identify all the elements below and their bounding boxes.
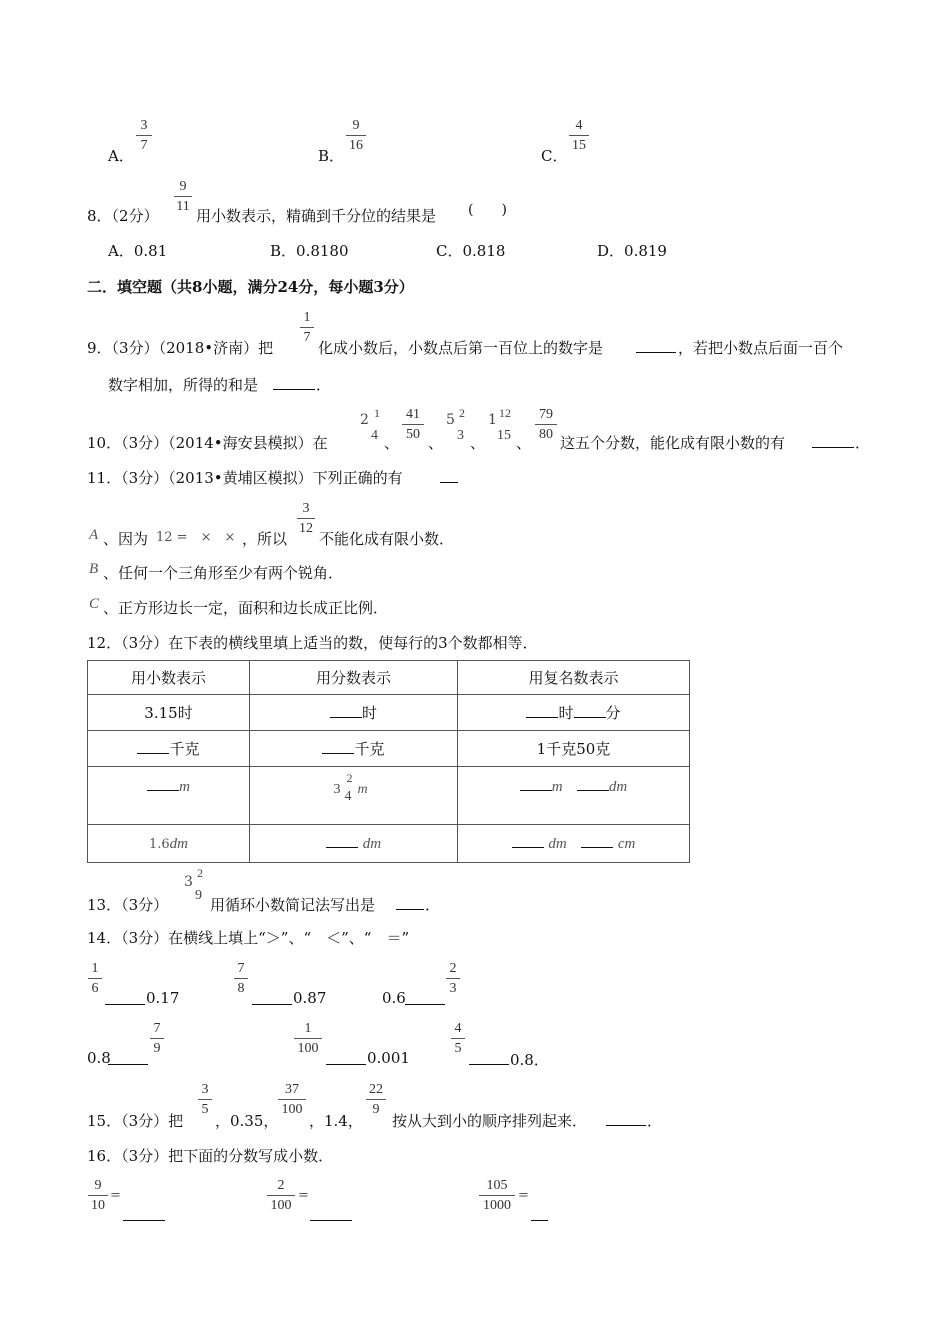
q12-row2-fraction-blank[interactable]	[322, 741, 354, 754]
q8-text: 用小数表示，精确到千分位的结果是	[196, 207, 437, 225]
q14-item4-left: 0.8	[87, 1049, 111, 1067]
q12-row3-decimal-blank[interactable]	[147, 778, 179, 791]
q14-item1-fraction: $\frac{1}{6}$	[88, 962, 102, 996]
q12-row3-fraction-cell	[250, 767, 458, 825]
q8-option-c: C．0.818	[436, 242, 506, 260]
q16-item1-equals: =	[110, 1188, 121, 1203]
q12-header-decimal: 用小数表示	[88, 661, 250, 695]
q12-row3-compound-unit-2: dm	[608, 779, 628, 795]
q11-c-text: 、正方形边长一定，面积和边长成正比例．	[103, 599, 389, 617]
q12-row1-compound-blank-1[interactable]	[526, 705, 558, 718]
q12-row4-fraction-unit: dm	[362, 836, 382, 852]
q12-row2-fraction-unit: 千克	[354, 740, 385, 758]
q10-fraction-4-num: 12	[499, 406, 511, 420]
q8-fraction: $\frac{9}{11}$	[174, 180, 192, 214]
q9-blank-1[interactable]	[636, 340, 676, 353]
q7-option-a-label: A．	[108, 147, 134, 165]
q11-blank[interactable]	[440, 470, 458, 483]
q9-text-2: ，若把小数点后面一百个	[678, 339, 844, 357]
q9-end: ．	[316, 376, 332, 394]
q12-row1-compound-blank-2[interactable]	[574, 705, 606, 718]
q10-text: 这五个分数，能化成有限小数的有	[560, 434, 786, 452]
q14-item1-right: 0.17	[146, 989, 180, 1007]
q11-a-expression: 12 = × ×	[156, 530, 236, 545]
q15-fraction-1: $\frac{3}{5}$	[198, 1083, 212, 1117]
q12-row1-fraction-cell	[250, 695, 458, 731]
q16-prompt: 16．（3分）把下面的分数写成小数．	[87, 1147, 334, 1165]
q13-whole: 3	[184, 874, 193, 890]
q7-option-c-fraction: $\frac{4}{15}$	[569, 119, 589, 153]
q12-row3-mixed-number: 3 2 4 m	[333, 771, 368, 804]
q10-fraction-3-whole: 5	[446, 412, 455, 428]
q16-item2-equals: =	[298, 1188, 309, 1203]
q7-option-b-label: B．	[318, 147, 345, 165]
q12-prompt: 12．（3分）在下表的横线里填上适当的数，使每行的3个数都相等．	[87, 634, 538, 652]
q12-row4-fraction-cell	[250, 825, 458, 863]
q16-item1-blank[interactable]	[123, 1208, 165, 1221]
q14-item6-blank[interactable]	[469, 1052, 509, 1065]
q11-a-fraction: $\frac{3}{12}$	[299, 501, 313, 536]
q14-item2-right: 0.87	[293, 989, 327, 1007]
q8-option-d: D．0.819	[597, 242, 667, 260]
q12-row-4	[88, 825, 690, 863]
q12-row3-compound-unit-1: m	[551, 779, 563, 795]
q12-header-fraction: 用分数表示	[250, 661, 458, 695]
q14-item2-blank[interactable]	[252, 992, 292, 1005]
q12-row4-compound-unit-2: cm	[617, 836, 636, 852]
q13-den: 9	[195, 888, 202, 903]
q12-row1-decimal: 3.15时	[88, 695, 250, 731]
q11-b-label: B	[89, 561, 99, 577]
q15-fraction-2: $\frac{37}{100}$	[278, 1083, 306, 1117]
q9-prefix: 9．（3分）（2018•济南）把	[87, 339, 274, 357]
q12-row3-decimal-unit: m	[179, 779, 190, 795]
q12-row3-compound-cell	[458, 767, 690, 825]
q16-item3-equals: =	[518, 1188, 529, 1203]
q13-text: 用循环小数简记法写出是	[210, 896, 376, 914]
q10-fraction-2: $\frac{41}{50}$	[402, 408, 424, 442]
q12-row1-compound-cell	[458, 695, 690, 731]
q10-fraction-4-den: 15	[497, 428, 511, 443]
q12-header-row	[88, 661, 690, 695]
q14-item5-blank[interactable]	[326, 1052, 366, 1065]
q12-header-compound: 用复名数表示	[458, 661, 690, 695]
q12-row2-decimal-unit: 千克	[169, 740, 200, 758]
q15-sep-1: ，0.35，	[215, 1112, 279, 1130]
q14-prompt: 14．（3分）在横线上填上“＞”、“ ＜”、“ ＝”	[87, 929, 410, 947]
q12-row3-compound-blank-2[interactable]	[577, 778, 609, 791]
q12-row4-decimal-value: 1.6	[148, 837, 170, 852]
q10-fraction-1-den: 4	[371, 428, 378, 443]
q10-fraction-3-num: 2	[459, 406, 465, 420]
q9-line-2: 数字相加，所得的和是	[108, 376, 259, 394]
q12-row2-decimal-cell	[88, 731, 250, 767]
q16-item1-fraction: $\frac{9}{10}$	[88, 1179, 108, 1213]
q13-prefix: 13．（3分）	[87, 896, 169, 914]
q7-option-b-fraction: $\frac{9}{16}$	[346, 119, 366, 153]
q11-a-text-2: ，所以	[242, 530, 288, 548]
q12-row4-compound-cell	[458, 825, 690, 863]
q16-item2-blank[interactable]	[310, 1208, 352, 1221]
q9-blank-2[interactable]	[273, 377, 315, 390]
q11-b-text: 、任何一个三角形至少有两个锐角．	[103, 564, 344, 582]
q8-option-a: A．0.81	[108, 242, 168, 260]
q10-sep-2: 、	[428, 434, 444, 452]
q12-row4-compound-blank-1[interactable]	[512, 835, 544, 848]
q10-fraction-1-whole: 2	[360, 412, 369, 428]
q15-end: ．	[647, 1112, 663, 1130]
q12-row-3	[88, 767, 690, 825]
q12-row-2	[88, 731, 690, 767]
q15-fraction-3: $\frac{22}{9}$	[366, 1083, 386, 1117]
q10-sep-1: 、	[384, 434, 400, 452]
q10-fraction-5: $\frac{79}{80}$	[535, 408, 557, 442]
q8-option-b: B．0.8180	[270, 242, 349, 260]
q14-item4-blank[interactable]	[108, 1052, 148, 1065]
q12-row4-compound-blank-2[interactable]	[581, 835, 613, 848]
q8-prefix: 8．（2分）	[87, 207, 159, 225]
q12-row2-fraction-cell	[250, 731, 458, 767]
q12-row3-decimal-cell	[88, 767, 250, 825]
q14-item3-left: 0.6	[382, 989, 406, 1007]
q11-a-text-3: 不能化成有限小数．	[319, 530, 455, 548]
q11-c-label: C	[89, 596, 100, 612]
section-2-heading: 二．填空题（共8小题，满分24分，每小题3分）	[87, 278, 414, 296]
q12-row2-compound: 1千克50克	[458, 731, 690, 767]
q9-text-1: 化成小数后，小数点后第一百位上的数字是	[318, 339, 604, 357]
q15-sep-2: ，1.4，	[309, 1112, 363, 1130]
q10-fraction-1-num: 1	[374, 406, 380, 420]
q12-row1-compound-unit-1: 时	[558, 704, 574, 722]
q16-item3-blank[interactable]	[531, 1208, 548, 1221]
q7-option-c-label: C．	[541, 147, 568, 165]
q13-blank[interactable]	[396, 897, 424, 910]
q14-item6-fraction: $\frac{4}{5}$	[451, 1022, 465, 1056]
q11-a-text-1: 、因为	[103, 530, 149, 548]
q10-end: ．	[855, 434, 871, 452]
q13-end: ．	[425, 896, 441, 914]
q10-sep-3: 、	[470, 434, 486, 452]
q16-item3-fraction: $\frac{105}{1000}$	[479, 1179, 515, 1213]
q14-item2-fraction: $\frac{7}{8}$	[234, 962, 248, 996]
q7-option-a-fraction: $\frac{3}{7}$	[136, 119, 152, 153]
q11-a-label: A	[89, 527, 99, 543]
q10-fraction-3-den: 3	[457, 428, 464, 443]
q12-row1-fraction-unit: 时	[361, 704, 377, 722]
q12-row4-decimal-cell	[88, 825, 250, 863]
q10-fraction-4-whole: 1	[488, 412, 497, 428]
q9-fraction: $\frac{1}{7}$	[300, 311, 314, 345]
q14-item3-blank[interactable]	[405, 992, 445, 1005]
q14-item5-fraction: $\frac{1}{100}$	[294, 1022, 322, 1056]
q14-item3-fraction: $\frac{2}{3}$	[446, 962, 460, 996]
q12-row3-compound-blank-1[interactable]	[520, 778, 552, 791]
q16-item2-fraction: $\frac{2}{100}$	[267, 1179, 295, 1213]
q14-item6-right: 0.8．	[510, 1051, 549, 1069]
q14-item1-blank[interactable]	[105, 992, 145, 1005]
q12-table	[87, 660, 690, 863]
q12-row1-fraction-blank[interactable]	[330, 705, 362, 718]
q10-blank[interactable]	[812, 435, 854, 448]
q12-row4-fraction-blank[interactable]	[326, 835, 358, 848]
q14-item5-right: 0.001	[367, 1049, 410, 1067]
q12-row-1	[88, 695, 690, 731]
q10-prefix: 10．（3分）（2014•海安县模拟）在	[87, 434, 328, 452]
q10-sep-4: 、	[516, 434, 532, 452]
q14-item4-fraction: $\frac{7}{9}$	[150, 1022, 164, 1056]
q12-row1-compound-unit-2: 分	[605, 704, 621, 722]
q15-prefix: 15．（3分）把	[87, 1112, 184, 1130]
q12-row2-decimal-blank[interactable]	[137, 741, 169, 754]
q12-row4-decimal-unit: dm	[169, 836, 189, 852]
q12-row4-compound-unit-1: dm	[548, 836, 567, 852]
q8-answer-paren: ( )	[468, 202, 507, 218]
q13-num: 2	[197, 866, 203, 880]
q15-text: 按从大到小的顺序排列起来．	[392, 1112, 588, 1130]
q11-prefix: 11．（3分）（2013•黄埔区模拟）下列正确的有	[87, 469, 403, 487]
q15-blank[interactable]	[606, 1113, 646, 1126]
